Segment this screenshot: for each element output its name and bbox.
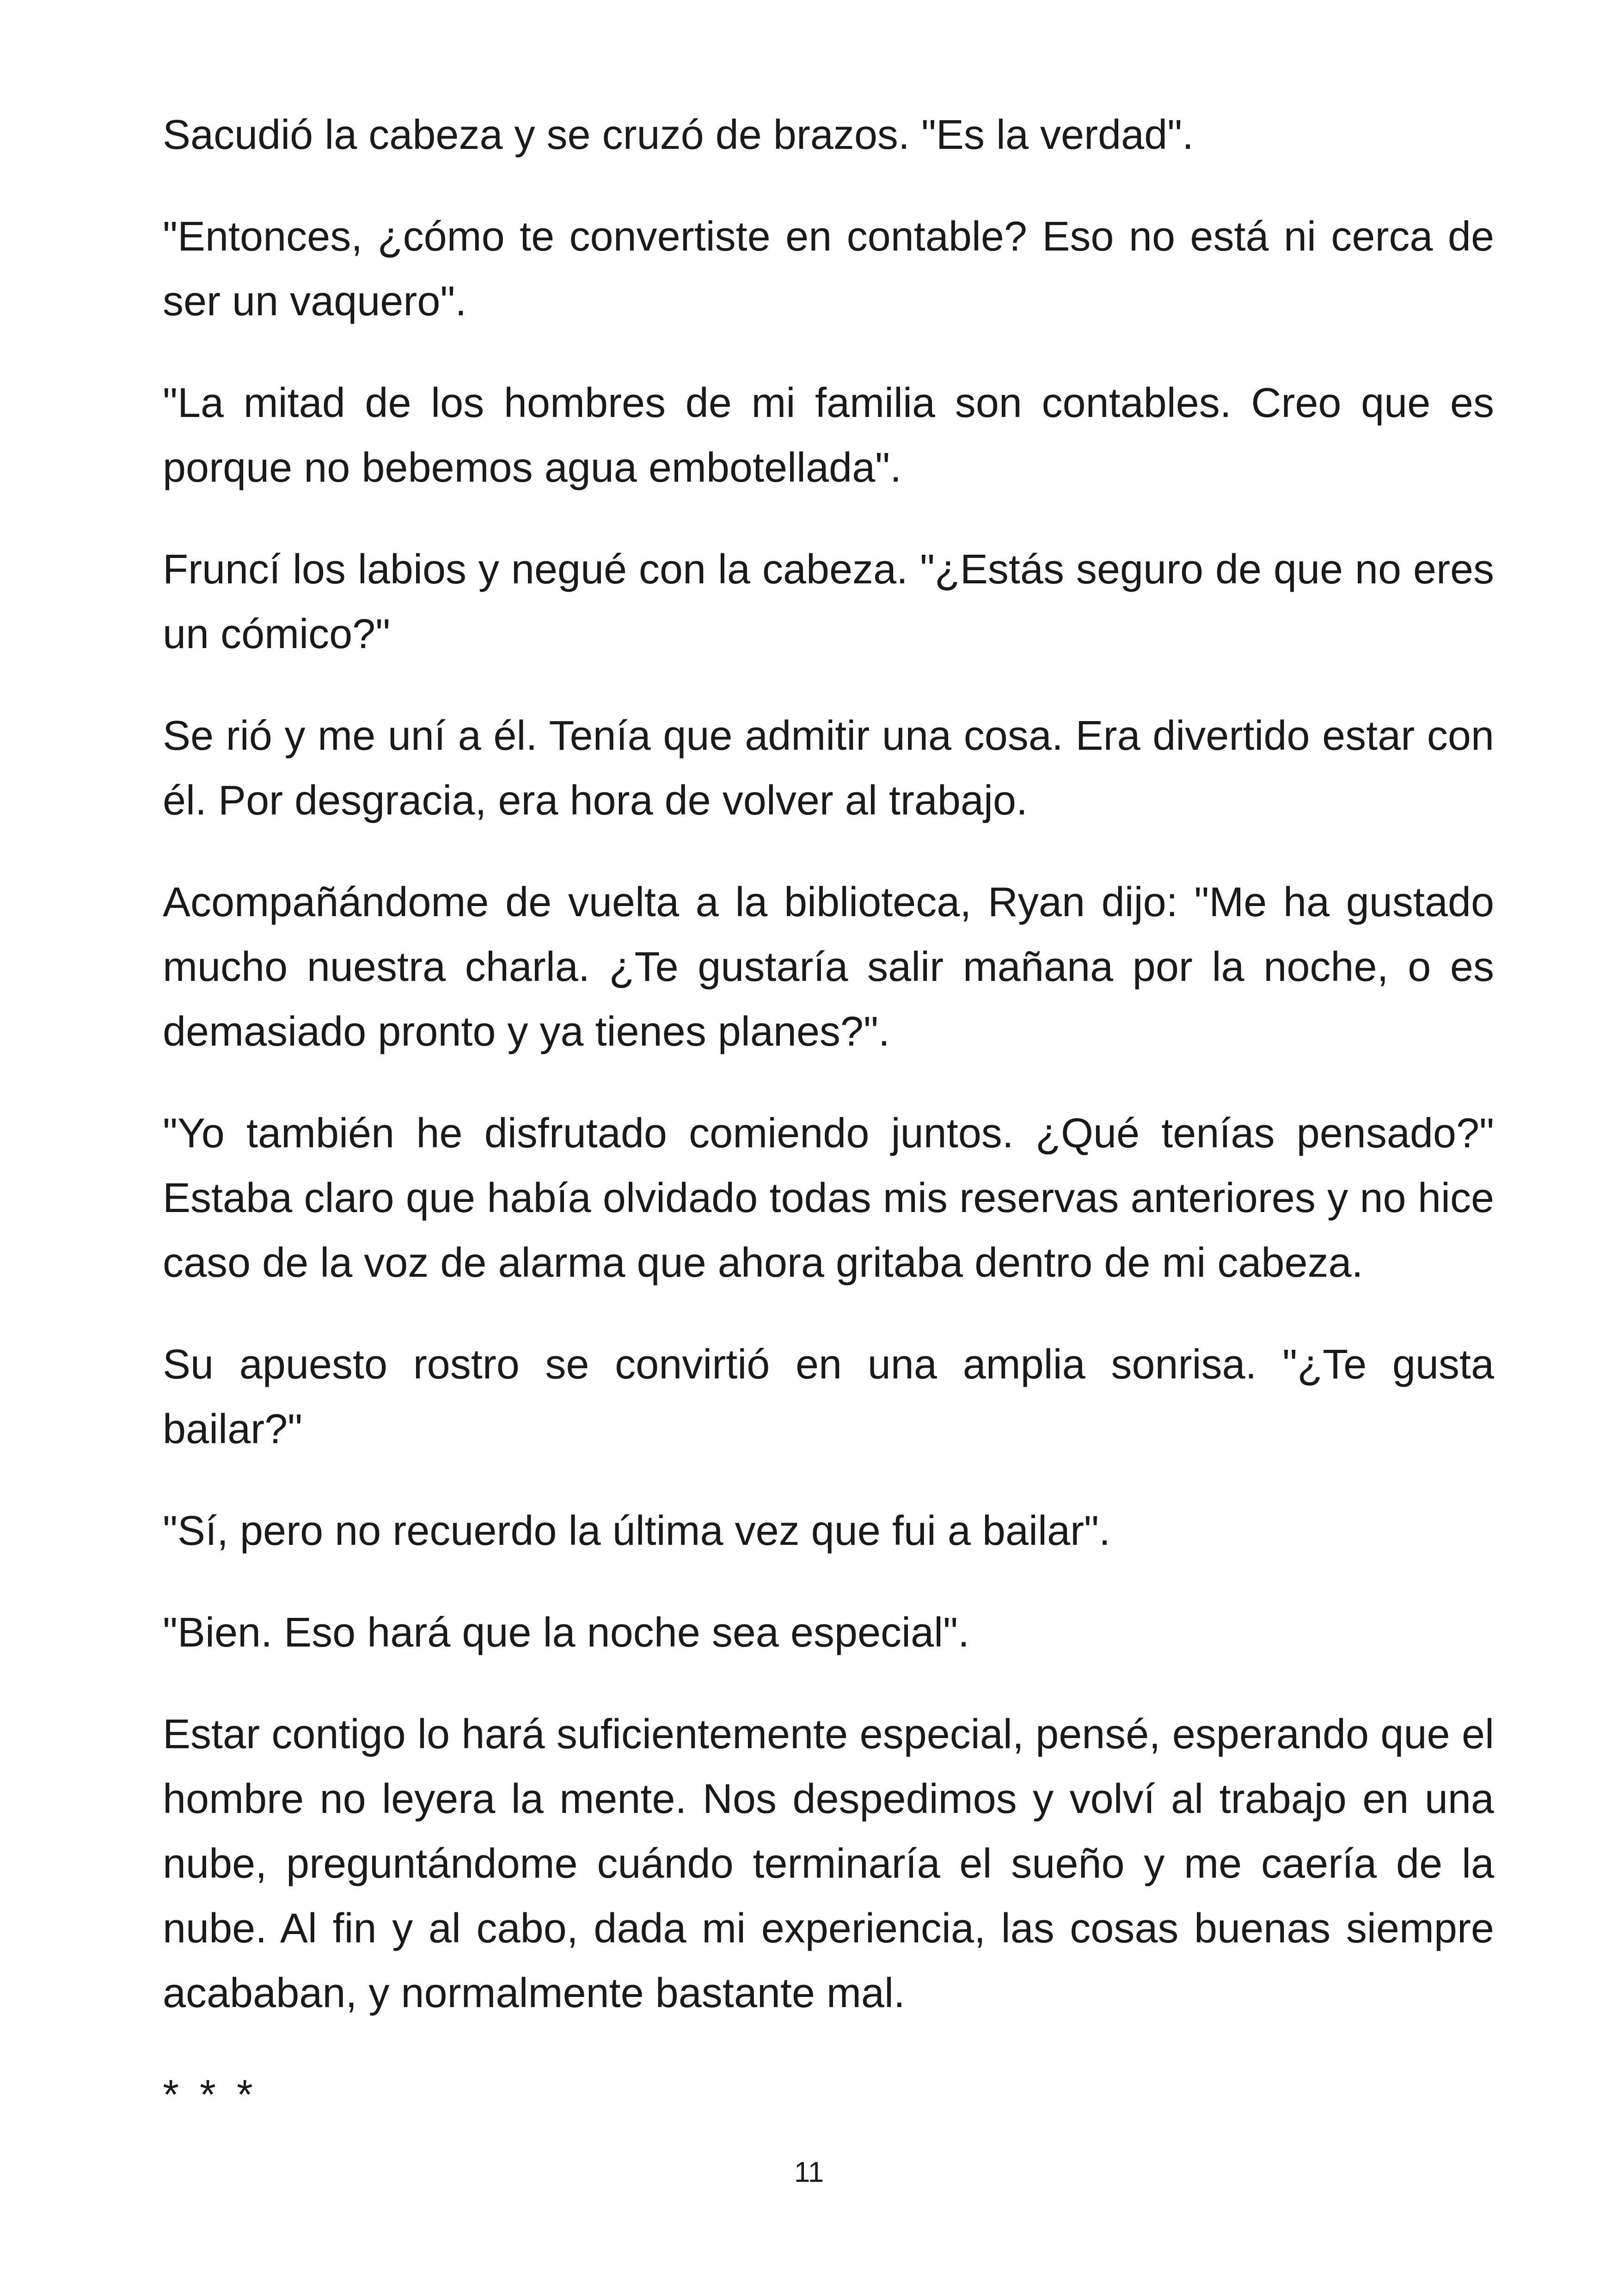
- paragraph-9: "Sí, pero no recuerdo la última vez que fui a bailar".: [163, 1508, 1111, 1554]
- paragraph-1: Sacudió la cabeza y se cruzó de brazos. "Es la verdad".: [163, 112, 1194, 158]
- page-number: 11: [794, 2156, 824, 2188]
- paragraph-8: Su apuesto rostro se convirtió en una amplia sonrisa. "¿Te gusta bailar?": [163, 1341, 1494, 1452]
- scene-separator: * * *: [163, 2072, 258, 2118]
- body-text: [163, 103, 1494, 2127]
- paragraph-3: "La mitad de los hombres de mi familia son contables. Creo que es porque no bebemos agua embotellada".: [163, 380, 1494, 491]
- paragraph-4: Fruncí los labios y negué con la cabeza. "¿Estás seguro de que no eres un cómico?": [163, 546, 1494, 657]
- paragraph-2: "Entonces, ¿cómo te convertiste en contable? Eso no está ni cerca de ser un vaquero".: [163, 214, 1494, 325]
- paragraph-6: Acompañándome de vuelta a la biblioteca, Ryan dijo: "Me ha gustado mucho nuestra charla. ¿Te gustaría salir mañana por la noche, o es demasiado pronto y ya tienes planes?".: [163, 879, 1494, 1055]
- paragraph-10: "Bien. Eso hará que la noche sea especial".: [163, 1610, 970, 1656]
- paragraph-5: Se rió y me uní a él. Tenía que admitir una cosa. Era divertido estar con él. Por desgracia, era hora de volver al trabajo.: [163, 713, 1494, 824]
- paragraph-11: Estar contigo lo hará suficientemente especial, pensé, esperando que el hombre no leyera la mente. Nos despedimos y volví al trabajo en una nube, preguntándome cuándo terminaría el sueño y me caería de la nube. Al fin y al cabo, dada mi experiencia, las cosas buenas siempre acababan, y normalmente bastante mal.: [163, 1711, 1494, 2016]
- paragraph-7: "Yo también he disfrutado comiendo juntos. ¿Qué tenías pensado?" Estaba claro que había olvidado todas mis reservas anteriores y no hice caso de la voz de alarma que ahora gritaba dentro de mi cabeza.: [163, 1110, 1494, 1286]
